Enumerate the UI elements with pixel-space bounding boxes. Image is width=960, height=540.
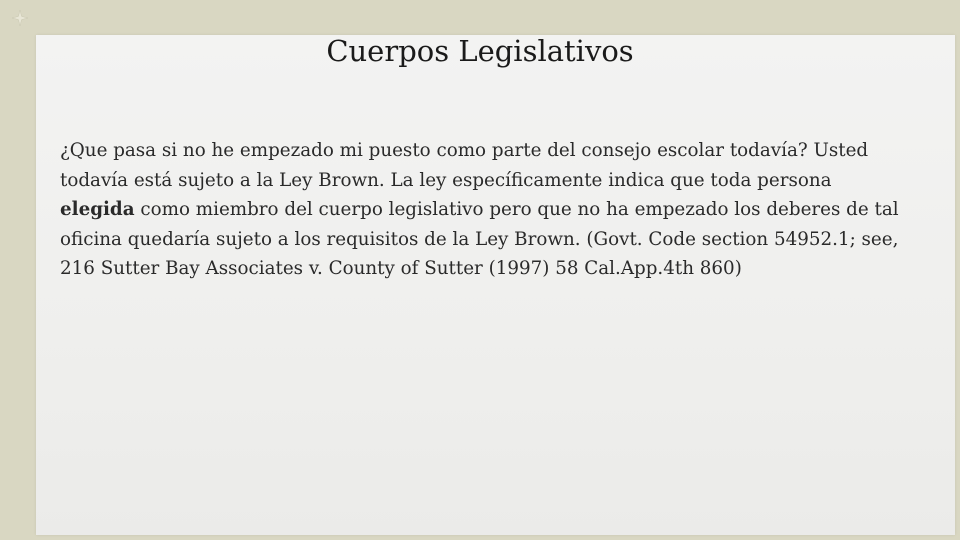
paragraph-text-before-bold: ¿Que pasa si no he empezado mi puesto como parte del consejo escolar todavía? Usted todavía está sujeto a la Ley Brown. La ley específicamente indica que toda persona bbox=[60, 140, 869, 191]
content-panel bbox=[36, 35, 955, 535]
paragraph-bold-word: elegida bbox=[60, 199, 135, 220]
paragraph-text-after-bold: como miembro del cuerpo legislativo pero que no ha empezado los deberes de tal oficina quedaría sujeto a los requisitos de la Ley Brown. (Govt. Code section 54952.1; see, 216 Sutter Bay Associates v. County of Sutter (1997) 58 Cal.App.4th 860) bbox=[60, 199, 899, 279]
slide-body-paragraph bbox=[60, 136, 910, 284]
four-point-star-icon bbox=[12, 10, 28, 26]
slide-title: Cuerpos Legislativos bbox=[326, 34, 634, 68]
